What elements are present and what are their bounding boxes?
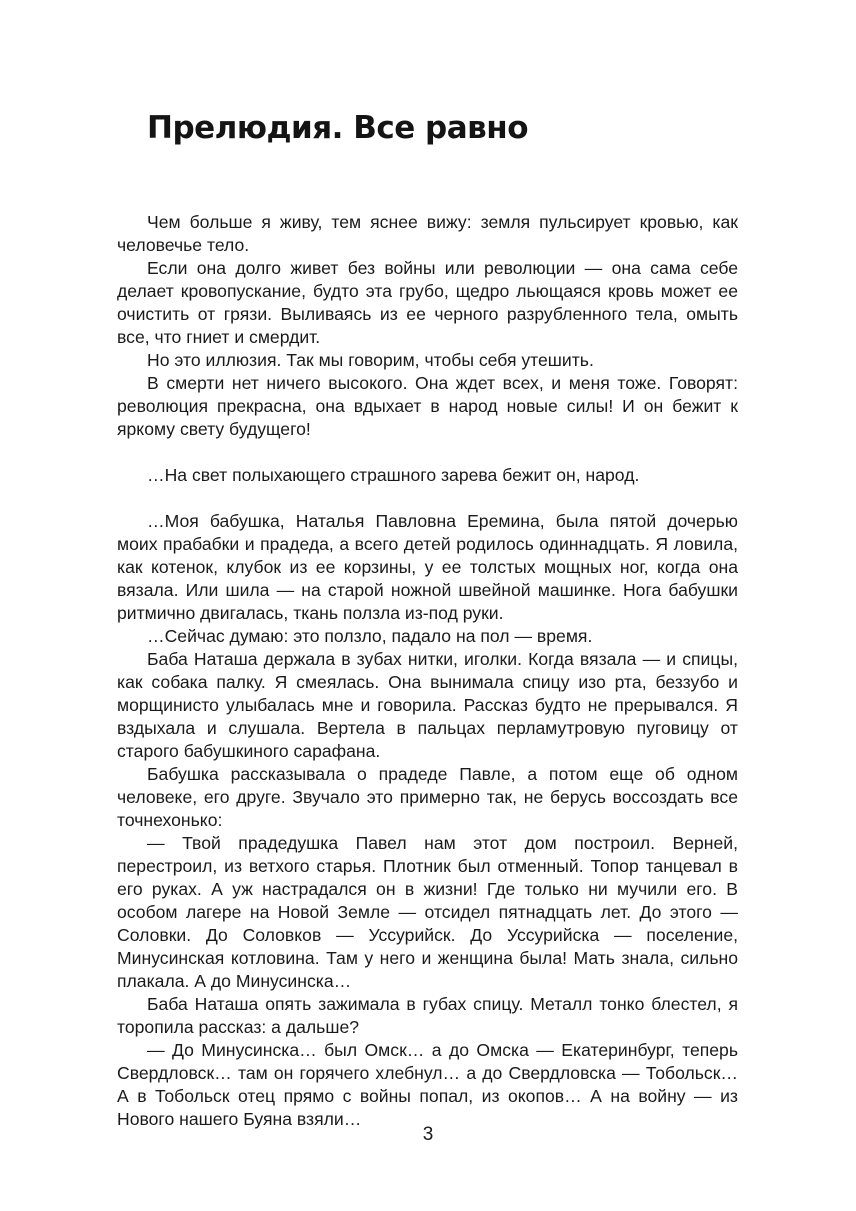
paragraph: …Моя бабушка, Наталья Павловна Еремина, была пятой дочерью моих прабабки и прадеда, а всего детей родилось одиннадцать. Я ловила, как котенок, клубок из ее корзины, у ее толстых мощных ног, когда она вязала. Или шила — на старой ножной швейной машинке. Нога бабушки ритмично двигалась, ткань ползла из-под руки. — [117, 511, 738, 623]
chapter-title: Прелюдия. Все равно — [147, 110, 528, 146]
paragraph: Баба Наташа опять зажимала в губах спицу. Металл тонко блестел, я торопила рассказ: а дальше? — [117, 994, 738, 1037]
paragraph: …Сейчас думаю: это ползло, падало на пол — время. — [147, 626, 593, 646]
paragraph: В смерти нет ничего высокого. Она ждет всех, и меня тоже. Говорят: революция прекрасна, она вдыхает в народ новые силы! И он бежит к яркому свету будущего! — [117, 373, 738, 439]
paragraph: Бабушка рассказывала о прадеде Павле, а потом еще об одном человеке, его друге. Звучало это примерно так, не берусь воссоздать все точнехонько: — [117, 764, 738, 830]
chapter-body — [117, 211, 738, 1131]
paragraph: Баба Наташа держала в зубах нитки, иголки. Когда вязала — и спицы, как собака палку. Я смеялась. Она вынимала спицу изо рта, беззубо и морщинисто улыбалась мне и говорила. Рассказ будто не прерывался. Я вздыхала и слушала. Вертела в пальцах перламутровую пуговицу от старого бабушкиного сарафана. — [117, 649, 738, 761]
paragraph: …На свет полыхающего страшного зарева бежит он, народ. — [147, 465, 640, 485]
paragraph: Если она долго живет без войны или революции — она сама себе делает кровопускание, будто эта грубо, щедро льющаяся кровь может ее очистить от грязи. Выливаясь из ее черного разрубленного тела, омыть все, что гниет и смердит. — [117, 258, 738, 347]
page-number: 3 — [422, 1124, 434, 1145]
dialogue-paragraph: — Твой прадедушка Павел нам этот дом построил. Верней, перестроил, из ветхого старья. Плотник был отменный. Топор танцевал в его руках. А уж настрадался он в жизни! Где только ни мучили его. В особом лагере на Новой Земле — отсидел пятнадцать лет. До этого — Соловки. До Соловков — Уссурийск. До Уссурийска — поселение, Минусинская котловина. Там у него и женщина была! Мать знала, сильно плакала. А до Минусинска… — [117, 833, 738, 991]
dialogue-paragraph: — До Минусинска… был Омск… а до Омска — Екатеринбург, теперь Свердловск… там он горячего хлебнул… а до Свердловска — Тобольск… А в Тобольск отец прямо с войны попал, из окопов… А на войну — из Нового нашего Буяна взяли… — [117, 1040, 738, 1129]
paragraph: Но это иллюзия. Так мы говорим, чтобы себя утешить. — [147, 350, 594, 370]
paragraph: Чем больше я живу, тем яснее вижу: земля пульсирует кровью, как человечье тело. — [117, 212, 738, 255]
